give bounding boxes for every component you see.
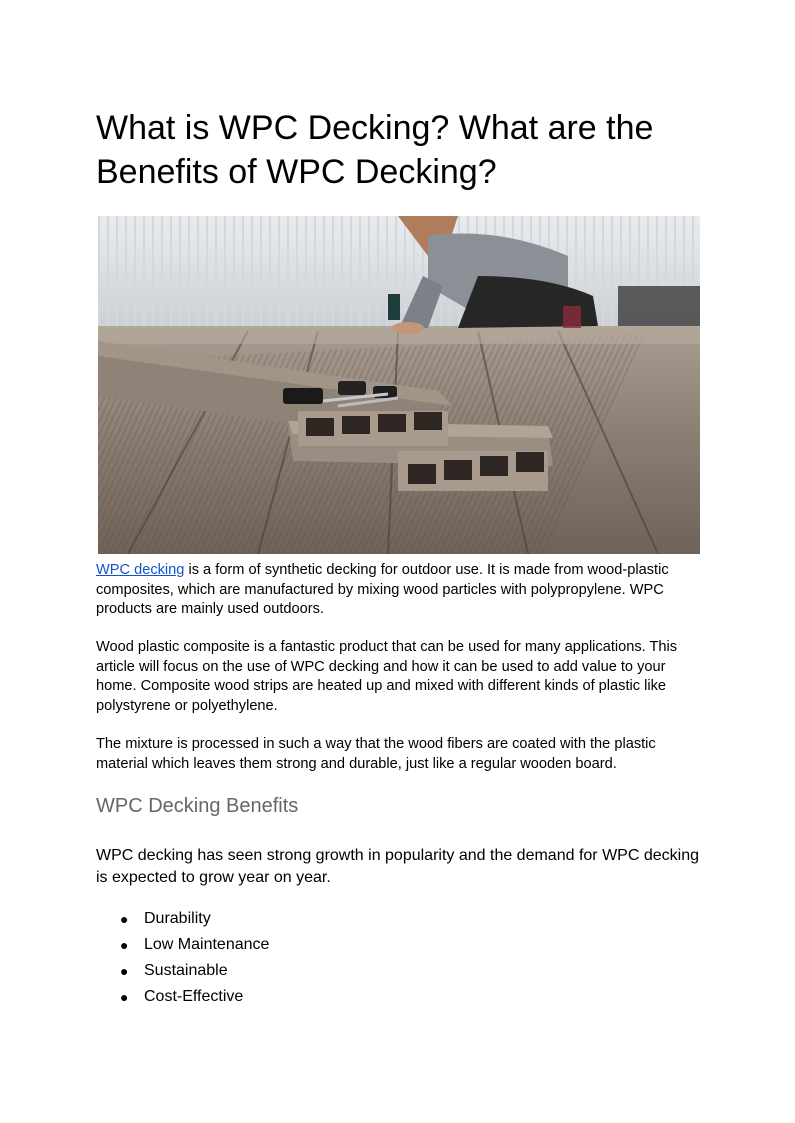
list-item — [96, 932, 269, 958]
bullet-icon: ● — [120, 911, 129, 927]
benefit-label: Durability — [144, 910, 211, 927]
benefit-label: Cost-Effective — [144, 988, 244, 1005]
composite-paragraph: Wood plastic composite is a fantastic product that can be used for many applications. This article will focus on the use of WPC decking and how it can be used to add value to your home. Composite wood strips are heated up and mixed with different kinds of plastic like polystyrene or polyethylene. — [96, 639, 678, 714]
intro-paragraph — [96, 561, 702, 620]
hero-image — [98, 216, 700, 554]
bullet-icon: ● — [120, 989, 129, 1005]
bullet-icon: ● — [120, 963, 129, 979]
benefit-label: Sustainable — [144, 962, 228, 979]
benefits-intro: WPC decking has seen strong growth in popularity and the demand for WPC decking is expected to grow year on year. — [96, 847, 699, 886]
intro-paragraph-text: is a form of synthetic decking for outdoor use. It is made from wood-plastic composites, which are manufactured by mixing wood particles with polypropylene. WPC products are mainly used outdoors. — [96, 562, 669, 617]
wpc-decking-link[interactable]: WPC decking — [96, 562, 185, 578]
benefits-list — [96, 906, 269, 1010]
list-item — [96, 906, 269, 932]
mixture-paragraph: The mixture is processed in such a way that the wood fibers are coated with the plastic material which leaves them strong and durable, just like a regular wooden board. — [96, 736, 656, 772]
page-title: What is WPC Decking? What are the Benefits of WPC Decking? — [96, 109, 654, 191]
benefits-heading: WPC Decking Benefits — [96, 795, 299, 817]
bullet-icon: ● — [120, 937, 129, 953]
list-item — [96, 958, 269, 984]
benefit-label: Low Maintenance — [144, 936, 270, 953]
list-item — [96, 984, 269, 1010]
